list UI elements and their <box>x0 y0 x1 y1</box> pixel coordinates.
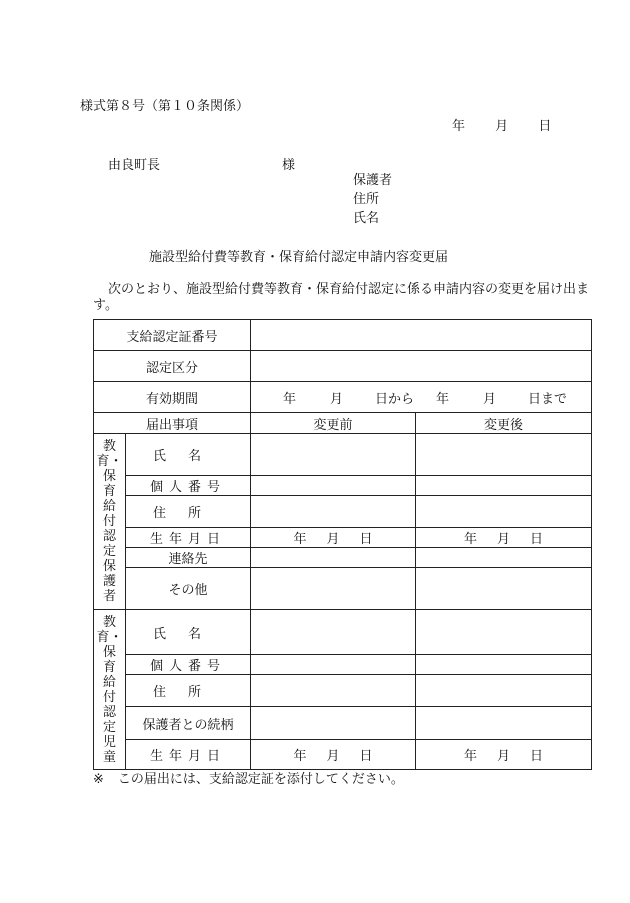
guardian-contact-label: 連絡先 <box>126 548 251 568</box>
honorific: 様 <box>282 158 296 173</box>
guardian-other-after[interactable] <box>416 568 592 610</box>
guardian-group-label: 教 育・ 保 育 給 付 認 定 保 護 者 <box>94 434 126 610</box>
guardian-birthdate-label: 生年月日 <box>126 528 251 548</box>
child-address-before[interactable] <box>251 675 416 707</box>
column-header-item: 届出事項 <box>94 413 251 434</box>
guardian-address-before[interactable] <box>251 496 416 528</box>
child-relationship-before[interactable] <box>251 707 416 740</box>
child-relationship-label: 保護者との続柄 <box>126 707 251 740</box>
cert-number-label: 支給認定証番号 <box>94 320 251 351</box>
date-month-label: 月 <box>495 119 509 134</box>
validity-to-month: 月 <box>483 391 497 407</box>
addressee: 由良町長 <box>108 158 161 173</box>
applicant-guardian-label: 保護者 <box>353 173 393 188</box>
column-header-after: 変更後 <box>416 413 592 434</box>
submission-date <box>452 115 577 134</box>
child-birthdate-after[interactable]: 年 月 日 <box>416 740 592 770</box>
applicant-block <box>353 171 392 228</box>
column-header-before: 変更前 <box>251 413 416 434</box>
child-birthdate-label: 生年月日 <box>126 740 251 770</box>
guardian-birthdate-after[interactable]: 年 月 日 <box>416 528 592 548</box>
guardian-birthdate-before[interactable]: 年 月 日 <box>251 528 416 548</box>
guardian-other-before[interactable] <box>251 568 416 610</box>
guardian-other-label: その他 <box>126 568 251 610</box>
child-personal-number-after[interactable] <box>416 655 592 675</box>
child-group-label: 教 育・ 保 育 給 付 認 定 児 童 <box>94 610 126 770</box>
guardian-contact-before[interactable] <box>251 548 416 568</box>
form-number: 様式第８号（第１０条関係） <box>80 99 250 114</box>
cert-number-field[interactable] <box>251 320 592 351</box>
cert-category-label: 認定区分 <box>94 351 251 382</box>
document-title: 施設型給付費等教育・保育給付認定申請内容変更届 <box>149 250 449 265</box>
guardian-address-label: 住所 <box>126 496 251 528</box>
footnote <box>93 768 404 787</box>
child-relationship-after[interactable] <box>416 707 592 740</box>
validity-from-day: 日から <box>375 391 415 407</box>
guardian-name-label: 氏名 <box>126 434 251 476</box>
guardian-personal-number-label: 個人番号 <box>126 476 251 496</box>
date-day-label: 日 <box>538 119 552 134</box>
child-name-before[interactable] <box>251 610 416 655</box>
notification-table <box>93 319 592 770</box>
child-name-label: 氏名 <box>126 610 251 655</box>
guardian-name-before[interactable] <box>251 434 416 476</box>
footnote-mark: ※ <box>93 772 104 787</box>
validity-from-year: 年 <box>282 391 296 407</box>
child-birthdate-before[interactable]: 年 月 日 <box>251 740 416 770</box>
footnote-text: この届出には、支給認定証を添付してください。 <box>117 772 404 787</box>
child-personal-number-label: 個人番号 <box>126 655 251 675</box>
child-name-after[interactable] <box>416 610 592 655</box>
guardian-personal-number-after[interactable] <box>416 476 592 496</box>
guardian-contact-after[interactable] <box>416 548 592 568</box>
guardian-personal-number-before[interactable] <box>251 476 416 496</box>
validity-from-month: 月 <box>329 391 343 407</box>
cert-category-field[interactable] <box>251 351 592 382</box>
child-address-label: 住所 <box>126 675 251 707</box>
guardian-address-after[interactable] <box>416 496 592 528</box>
applicant-name-label: 氏名 <box>353 211 380 226</box>
validity-to-year: 年 <box>436 391 450 407</box>
validity-label: 有効期間 <box>94 382 251 413</box>
intro-text: 次のとおり、施設型給付費等教育・保育給付認定に係る申請内容の変更を届け出ます。 <box>93 282 590 313</box>
validity-to-day: 日まで <box>528 391 568 407</box>
validity-field[interactable] <box>251 382 592 413</box>
guardian-name-after[interactable] <box>416 434 592 476</box>
date-year-label: 年 <box>452 119 466 134</box>
child-address-after[interactable] <box>416 675 592 707</box>
child-personal-number-before[interactable] <box>251 655 416 675</box>
applicant-address-label: 住所 <box>353 192 380 207</box>
